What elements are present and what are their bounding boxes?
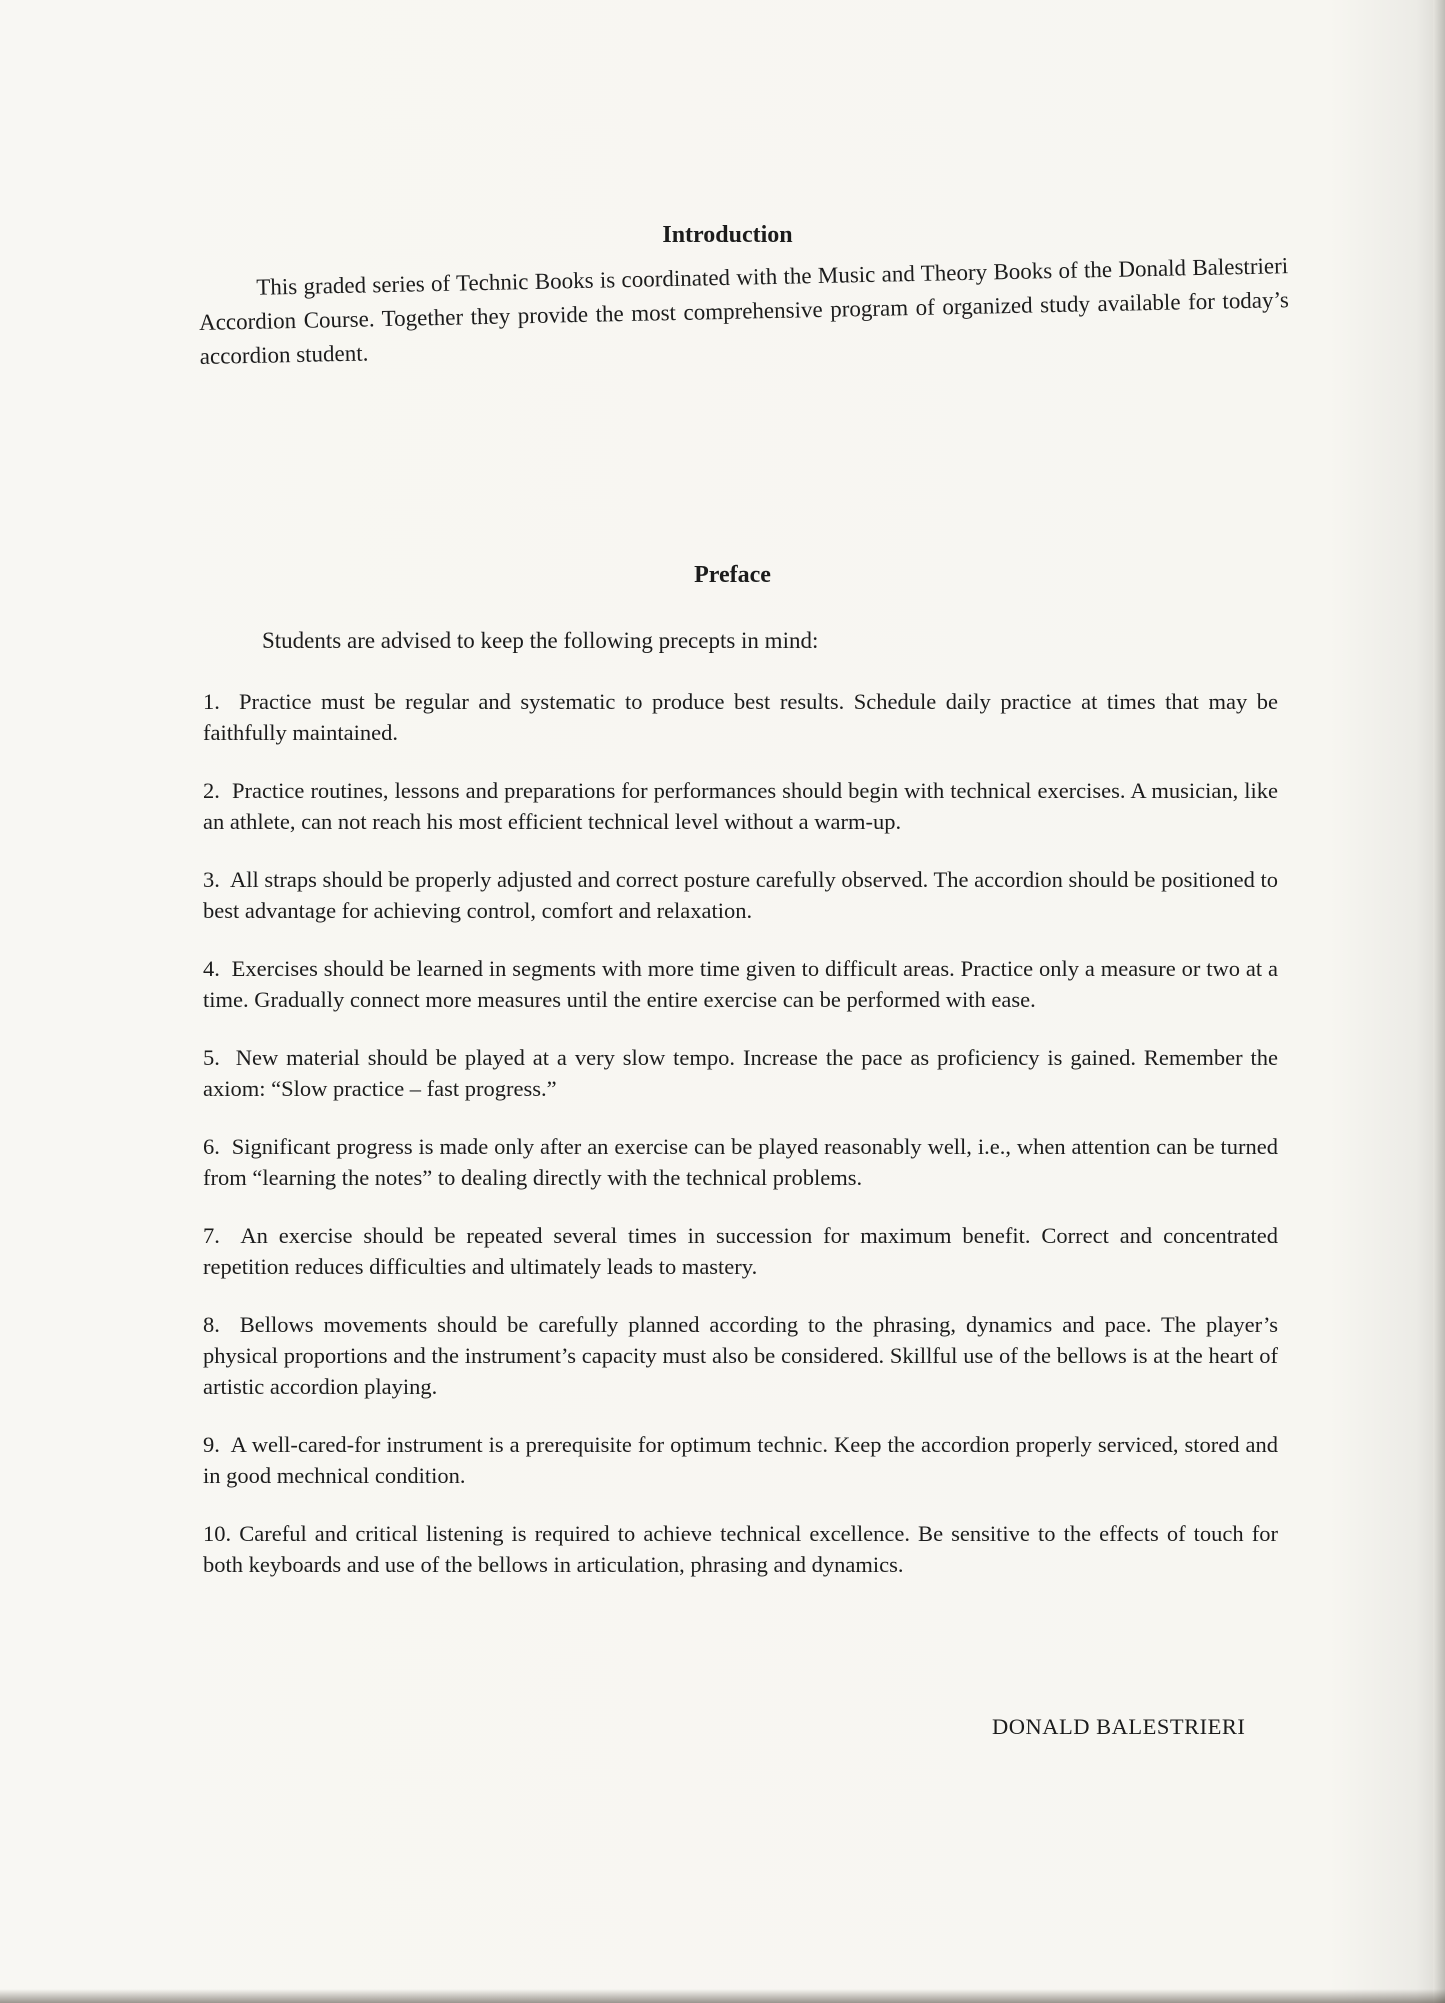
introduction-paragraph [198,249,1290,374]
precept-item [203,1518,1278,1580]
precept-item [203,1309,1278,1402]
precept-item [203,953,1278,1015]
precept-item [203,1131,1278,1193]
precept-number: 8. [203,1312,220,1337]
precept-item [203,864,1278,926]
precept-text: Exercises should be learned in segments with more time given to difficult areas. Practice only a measure or two at a time. Gradually connect more measures until the entire exercise can be performed with ease. [203,956,1278,1012]
precept-text: Careful and critical listening is required to achieve technical excellence. Be sensitive to the effects of touch for both keyboards and use of the bellows in articulation, phrasing and dynamics. [203,1521,1279,1577]
precept-number: 4. [203,956,220,981]
introduction-text: This graded series of Technic Books is coordinated with the Music and Theory Books of the Donald Balestrieri Accordion Course. Together they provide the most comprehensive program of organized study available for today’s accordion student. [198,253,1290,369]
preface-lead: Students are advised to keep the following precepts in mind: [262,628,819,653]
precept-number: 10. [203,1521,232,1546]
page-bottom-shadow [0,1989,1445,2003]
precept-number: 1. [203,689,220,714]
precept-number: 5. [203,1045,220,1070]
precept-number: 7. [203,1223,220,1248]
precept-list [203,686,1278,1607]
precept-number: 9. [203,1432,220,1457]
precept-text: Bellows movements should be carefully planned according to the phrasing, dynamics and pace. The player’s physical proportions and the instrument’s capacity must also be considered. Skillful use of the bellows is at the heart of artistic accordion playing. [203,1312,1279,1399]
precept-item [203,1220,1278,1282]
author-signature: DONALD BALESTRIERI [992,1714,1246,1739]
precept-number: 6. [203,1134,220,1159]
introduction-heading: Introduction [662,222,793,248]
precept-number: 3. [203,867,220,892]
precept-text: An exercise should be repeated several times in succession for maximum benefit. Correct and concentrated repetition reduces difficulties and ultimately leads to mastery. [203,1223,1278,1279]
precept-number: 2. [203,778,220,803]
precept-text: Practice must be regular and systematic to produce best results. Schedule daily practice at times that may be faithfully maintained. [203,689,1279,745]
precept-text: A well-cared-for instrument is a prerequisite for optimum technic. Keep the accordion properly serviced, stored and in good mechnical condition. [203,1432,1278,1488]
precept-item [203,1042,1278,1104]
precept-text: Significant progress is made only after an exercise can be played reasonably well, i.e., when attention can be turned from “learning the notes” to dealing directly with the technical problems. [203,1134,1279,1190]
page-edge [1433,0,1445,2003]
preface-heading: Preface [694,562,771,588]
precept-item [203,775,1278,837]
precept-item [203,1429,1278,1491]
precept-text: New material should be played at a very slow tempo. Increase the pace as proficiency is gained. Remember the axiom: “Slow practice – fast progress.” [203,1045,1278,1101]
precept-text: Practice routines, lessons and preparations for performances should begin with technical exercises. A musician, like an athlete, can not reach his most efficient technical level without a warm-up. [203,778,1278,834]
precept-text: All straps should be properly adjusted and correct posture carefully observed. The accordion should be positioned to best advantage for achieving control, comfort and relaxation. [203,867,1278,923]
precept-item [203,686,1278,748]
